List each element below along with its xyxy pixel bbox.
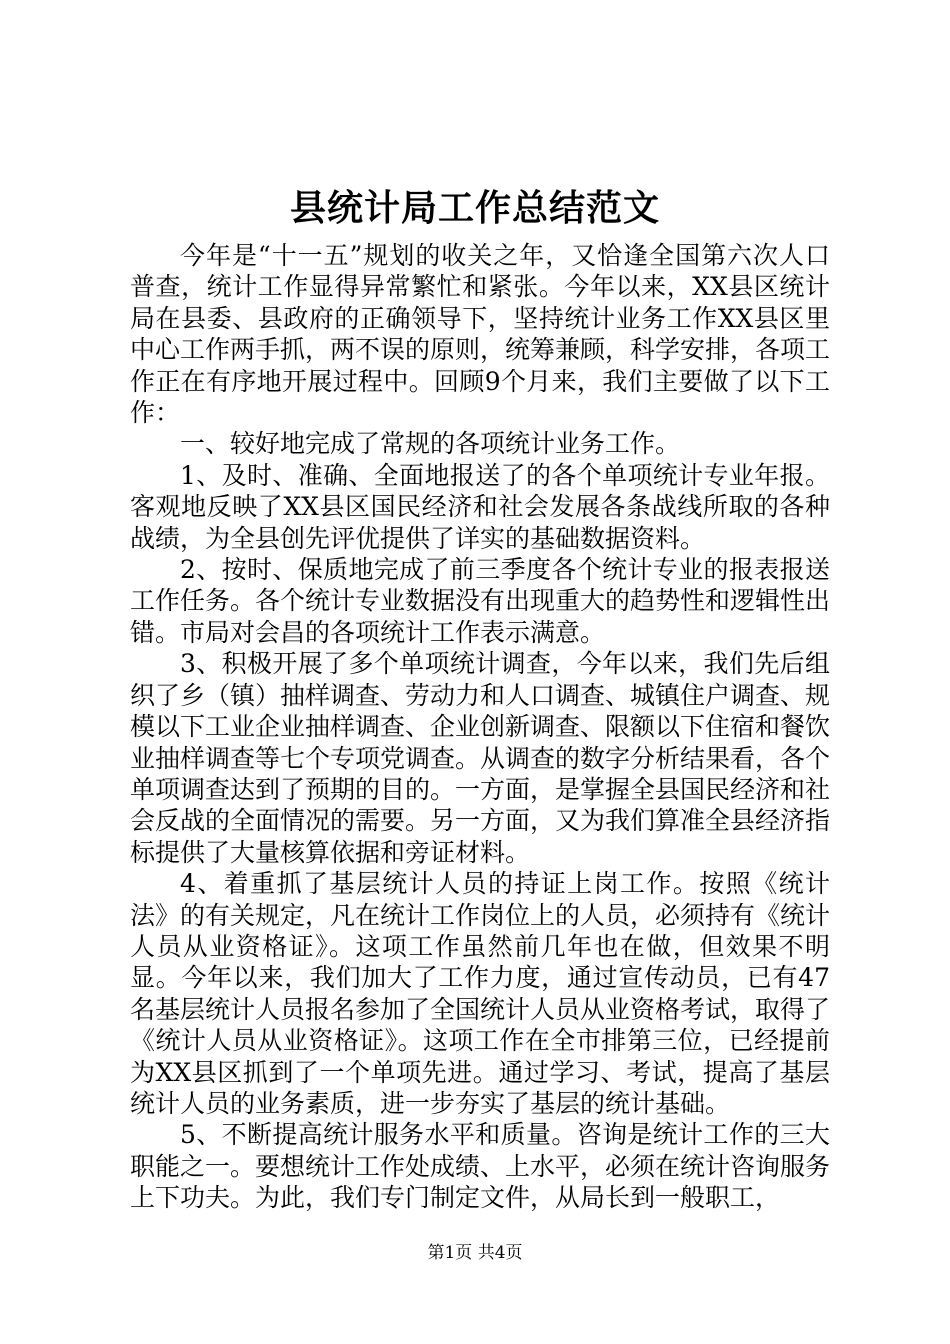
paragraph-item-3: 3、积极开展了多个单项统计调查，今年以来，我们先后组织了乡（镇）抽样调查、劳动力和人口调查、城镇住户调查、规模以下工业企业抽样调查、企业创新调查、限额以下住宿和餐饮业抽样调查等七个专项党调查。从调查的数字分析结果看，各个单项调查达到了预期的目的。一方面，是掌握全县国民经济和社会反战的全面情况的需要。另一方面，又为我们算准全县经济指标提供了大量核算依据和旁证材料。 [130,649,831,867]
page-number-footer: 第1页 共4页 [427,1243,523,1263]
document-title: 县统计局工作总结范文 [289,187,660,229]
document-body [130,240,830,1214]
paragraph-item-1: 1、及时、准确、全面地报送了的各个单项统计专业年报。客观地反映了XX县区国民经济和社会发展各条战线所取的各种战绩，为全县创先评优提供了详实的基础数据资料。 [130,460,830,553]
paragraph-section-heading: 一、较好地完成了常规的各项统计业务工作。 [180,429,681,459]
paragraph-item-5: 5、不断提高统计服务水平和质量。咨询是统计工作的三大职能之一。要想统计工作处成绩、上水平，必须在统计咨询服务上下功夫。为此，我们专门制定文件，从局长到一般职工， [130,1120,831,1213]
paragraph-intro: 今年是“十一五”规划的收关之年，又恰逢全国第六次人口普查，统计工作显得异常繁忙和紧张。今年以来，XX县区统计局在县委、县政府的正确领导下，坚持统计业务工作XX县区里中心工作两手抓，两不误的原则，统筹兼顾，科学安排，各项工作正在有序地开展过程中。回顾9个月来，我们主要做了以下工作： [130,241,831,428]
paragraph-item-4: 4、着重抓了基层统计人员的持证上岗工作。按照《统计法》的有关规定，凡在统计工作岗位上的人员，必须持有《统计人员从业资格证》。这项工作虽然前几年也在做，但效果不明显。今年以来，我们加大了工作力度，通过宣传动员，已有47名基层统计人员报名参加了全国统计人员从业资格考试，取得了《统计人员从业资格证》。这项工作在全市排第三位，已经提前为XX县区抓到了一个单项先进。通过学习、考试，提高了基层统计人员的业务素质，进一步夯实了基层的统计基础。 [130,869,831,1118]
paragraph-item-2: 2、按时、保质地完成了前三季度各个统计专业的报表报送工作任务。各个统计专业数据没有出现重大的趋势性和逻辑性出错。市局对会昌的各项统计工作表示满意。 [130,555,831,647]
